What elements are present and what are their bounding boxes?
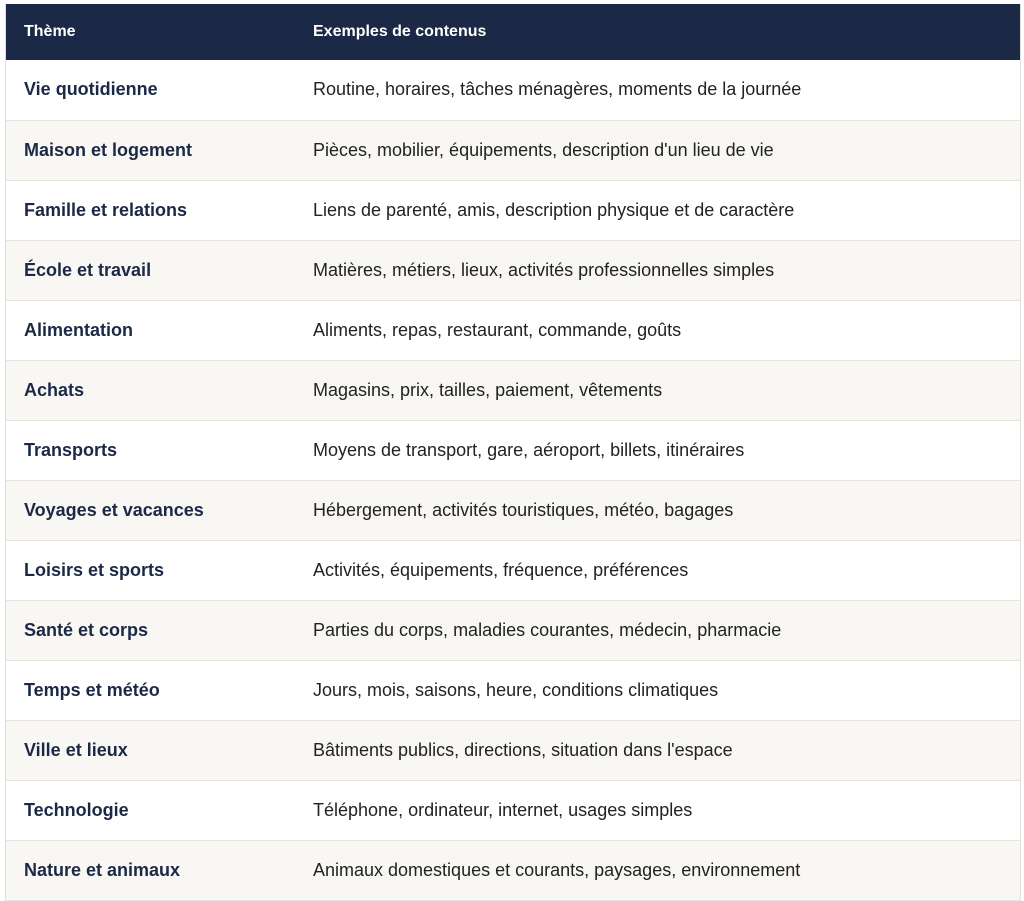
examples-cell: Parties du corps, maladies courantes, médecin, pharmacie bbox=[313, 619, 782, 640]
table-row bbox=[6, 60, 1020, 120]
theme-cell: École et travail bbox=[24, 259, 152, 280]
theme-cell: Ville et lieux bbox=[24, 739, 128, 760]
table-row bbox=[6, 780, 1020, 840]
examples-cell: Hébergement, activités touristiques, météo, bagages bbox=[313, 499, 734, 520]
theme-cell: Technologie bbox=[24, 799, 129, 820]
table-row bbox=[6, 360, 1020, 420]
table-row bbox=[6, 720, 1020, 780]
header-theme: Thème bbox=[24, 23, 76, 40]
table-row bbox=[6, 300, 1020, 360]
theme-cell: Alimentation bbox=[24, 319, 134, 340]
examples-cell: Téléphone, ordinateur, internet, usages simples bbox=[313, 799, 693, 820]
theme-cell: Temps et météo bbox=[24, 679, 160, 700]
theme-cell: Achats bbox=[24, 379, 85, 400]
header-examples: Exemples de contenus bbox=[313, 23, 487, 40]
examples-cell: Aliments, repas, restaurant, commande, goûts bbox=[313, 319, 682, 340]
table-row bbox=[6, 480, 1020, 540]
table-row bbox=[6, 120, 1020, 180]
examples-cell: Routine, horaires, tâches ménagères, moments de la journée bbox=[313, 79, 802, 100]
header-row bbox=[6, 4, 1020, 60]
theme-cell: Famille et relations bbox=[24, 199, 188, 220]
examples-cell: Matières, métiers, lieux, activités professionnelles simples bbox=[313, 259, 775, 280]
theme-cell: Santé et corps bbox=[24, 619, 149, 640]
examples-cell: Moyens de transport, gare, aéroport, billets, itinéraires bbox=[313, 439, 745, 460]
table-header bbox=[6, 4, 1020, 60]
examples-cell: Bâtiments publics, directions, situation dans l'espace bbox=[313, 739, 733, 760]
table-body bbox=[6, 60, 1020, 900]
table-row bbox=[6, 180, 1020, 240]
examples-cell: Liens de parenté, amis, description physique et de caractère bbox=[313, 199, 795, 220]
table-row bbox=[6, 660, 1020, 720]
examples-cell: Jours, mois, saisons, heure, conditions climatiques bbox=[313, 679, 719, 700]
theme-cell: Transports bbox=[24, 439, 118, 460]
examples-cell: Magasins, prix, tailles, paiement, vêtements bbox=[313, 379, 663, 400]
theme-cell: Vie quotidienne bbox=[24, 79, 158, 100]
table-row bbox=[6, 840, 1020, 900]
themes-table bbox=[6, 4, 1020, 901]
theme-cell: Loisirs et sports bbox=[24, 559, 165, 580]
table-row bbox=[6, 600, 1020, 660]
table-row bbox=[6, 420, 1020, 480]
themes-table-container bbox=[5, 4, 1021, 901]
table-row bbox=[6, 540, 1020, 600]
examples-cell: Animaux domestiques et courants, paysages, environnement bbox=[313, 859, 801, 880]
theme-cell: Nature et animaux bbox=[24, 859, 181, 880]
theme-cell: Maison et logement bbox=[24, 139, 193, 160]
examples-cell: Activités, équipements, fréquence, préférences bbox=[313, 559, 689, 580]
examples-cell: Pièces, mobilier, équipements, description d'un lieu de vie bbox=[313, 139, 774, 160]
theme-cell: Voyages et vacances bbox=[24, 499, 204, 520]
table-row bbox=[6, 240, 1020, 300]
